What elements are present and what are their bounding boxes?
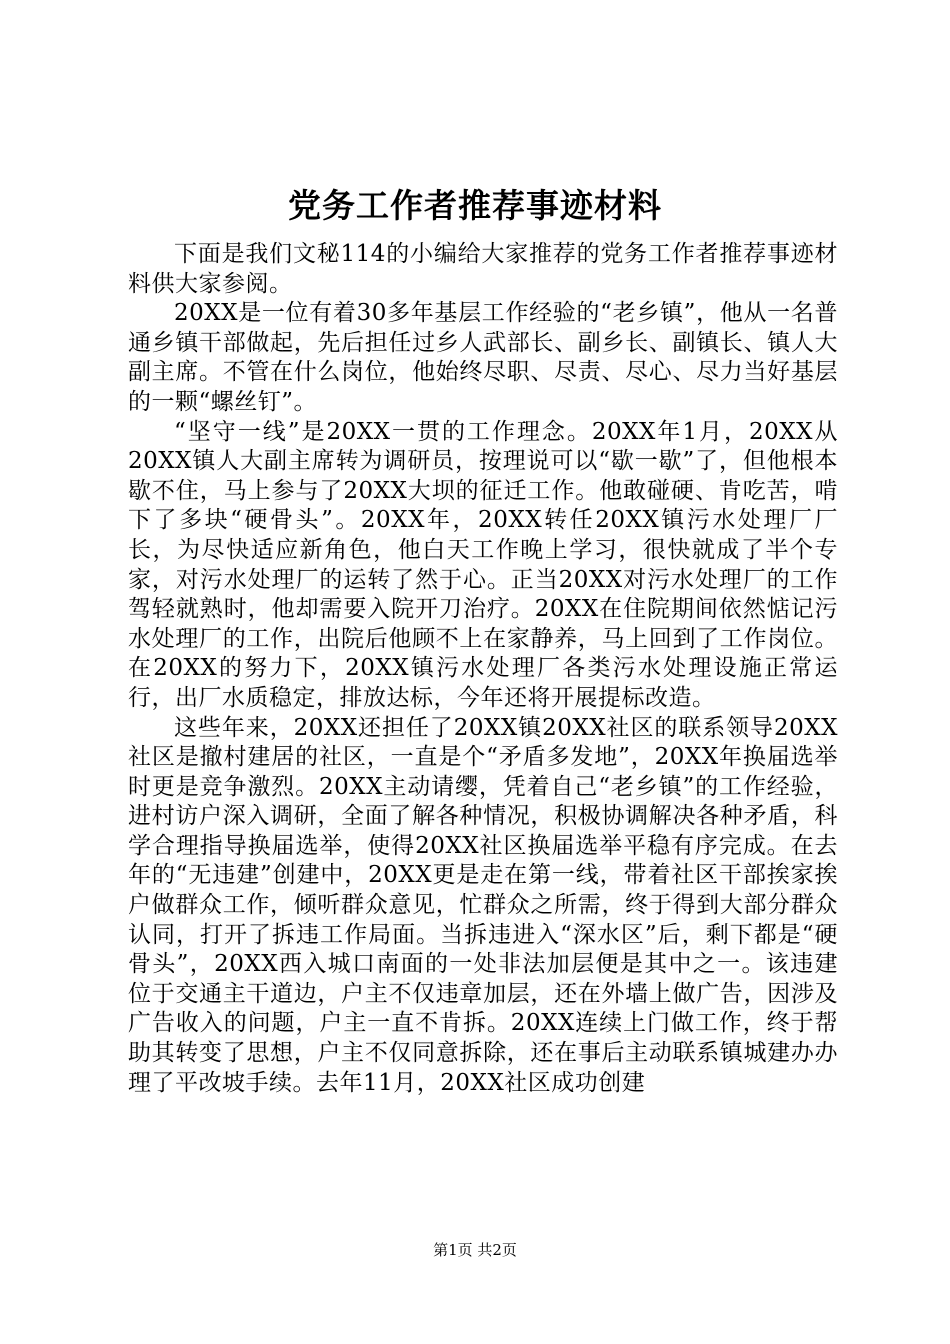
paragraph-frontline: “坚守一线”是20XX一贯的工作理念。20XX年1月，20XX从20XX镇人大副主席转为调研员，按理说可以“歇一歇”了，但他根本歇不住，马上参与了20XX大坝的征迁工作。他敢碰硬、肯吃苦，啃下了多块“硬骨头”。20XX年，20XX转任20XX镇污水处理厂厂长，为尽快适应新角色，他白天工作晚上学习，很快就成了半个专家，对污水处理厂的运转了然于心。正当20XX对污水处理厂的工作驾轻就熟时，他却需要入院开刀治疗。20XX在住院期间依然惦记污水处理厂的工作，出院后他顾不上在家静养，马上回到了工作岗位。在20XX的努力下，20XX镇污水处理厂各类污水处理设施正常运行，出厂水质稳定，排放达标，今年还将开展提标改造。 — [128, 418, 838, 711]
document-body — [128, 240, 838, 1098]
document-title: 党务工作者推荐事迹材料 — [288, 186, 662, 225]
paragraph-background: 20XX是一位有着30多年基层工作经验的“老乡镇”，他从一名普通乡镇干部做起，先后担任过乡人武部长、副乡长、副镇长、镇人大副主席。不管在什么岗位，他始终尽职、尽责、尽心、尽力当好基层的一颗“螺丝钉”。 — [128, 300, 838, 415]
paragraph-intro: 下面是我们文秘114的小编给大家推荐的党务工作者推荐事迹材料供大家参阅。 — [128, 241, 838, 297]
paragraph-community: 这些年来，20XX还担任了20XX镇20XX社区的联系领导20XX社区是撤村建居的社区，一直是个“矛盾多发地”，20XX年换届选举时更是竞争激烈。20XX主动请缨，凭着自己“老乡镇”的工作经验，进村访户深入调研，全面了解各种情况，积极协调解决各种矛盾，科学合理指导换届选举，使得20XX社区换届选举平稳有序完成。在去年的“无违建”创建中，20XX更是走在第一线，带着社区干部挨家挨户做群众工作，倾听群众意见，忙群众之所需，终于得到大部分群众认同，打开了拆违工作局面。当拆违进入“深水区”后，剩下都是“硬骨头”，20XX西入城口南面的一处非法加层便是其中之一。该违建位于交通主干道边，户主不仅违章加层，还在外墙上做广告，因涉及广告收入的问题，户主一直不肯拆。20XX连续上门做工作，终于帮助其转变了思想，户主不仅同意拆除，还在事后主动联系镇城建办办理了平改坡手续。去年11月，20XX社区成功创建 — [128, 714, 838, 1096]
page-number-footer: 第1页 共2页 — [433, 1241, 517, 1259]
